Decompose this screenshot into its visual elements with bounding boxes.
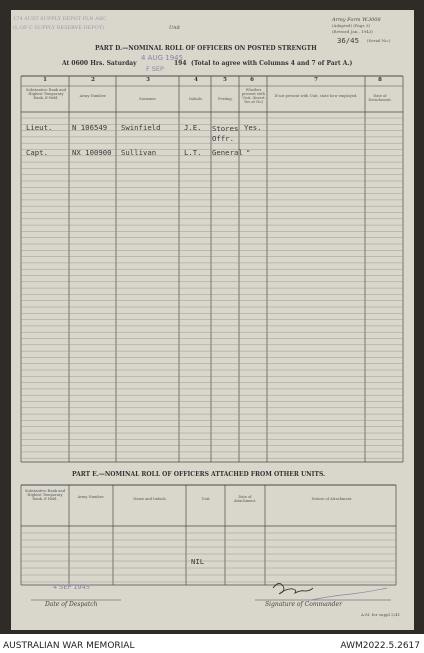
- col-6-heading: Whether present with Unit. (Insert Yes or No): [241, 88, 265, 105]
- row-2-surname: Sullivan: [121, 148, 157, 157]
- col-3-heading: Surname.: [139, 97, 157, 101]
- col-2-heading: Army Number.: [79, 94, 107, 98]
- archive-name: AUSTRALIAN WAR MEMORIAL: [3, 641, 135, 651]
- col-1-heading: Substantive Rank and Highest Temporary Rank, if Held.: [25, 88, 67, 101]
- col-1-number: 1: [43, 77, 47, 83]
- col-5-number: 5: [223, 77, 227, 83]
- form-name: Army Form W.3008: [332, 17, 381, 23]
- row-2-rank: Capt.: [26, 148, 48, 157]
- part-e-col-1-heading: Substantive Rank and Highest Temporary Rank, if Held.: [24, 489, 66, 502]
- row-1-army-number: N 106549: [72, 123, 108, 132]
- form-grid: [11, 10, 414, 630]
- row-1-posting: Stores Offr.: [212, 124, 239, 143]
- at-total-note: (Total to agree with Columns 4 and 7 of Part A.): [191, 60, 353, 67]
- col-7-number: 7: [314, 77, 318, 83]
- at-year: 194: [174, 60, 187, 67]
- at-hours-line: At 0600 Hrs. Saturday: [62, 60, 137, 67]
- archive-footer: [0, 634, 424, 653]
- row-1-initials: J.E.: [184, 123, 202, 132]
- part-e-nil-entry: NIL: [191, 557, 205, 566]
- col-4-heading: Initials.: [189, 97, 203, 101]
- date-stamp-sep: F SEP: [146, 65, 164, 73]
- unit-label: Unit: [169, 25, 181, 31]
- unit-line-1: 174 AUST SUPPLY DEPOT PLN ASC: [13, 16, 107, 22]
- col-2-number: 2: [91, 77, 95, 83]
- col-7-heading: If not present with Unit, state how employed.: [274, 94, 358, 98]
- col-5-heading: Posting.: [218, 97, 233, 101]
- row-2-posting: General: [212, 148, 243, 157]
- part-e-col-6-heading: Nature of Attachment.: [311, 497, 353, 501]
- part-d-title: PART D.—NOMINAL ROLL OF OFFICERS ON POSTED STRENGTH: [95, 45, 317, 52]
- printer-note: A.M. for suppl 2/41: [361, 612, 401, 617]
- form-adapted: (Adapted) (Page 3): [332, 23, 371, 28]
- col-3-number: 3: [146, 77, 150, 83]
- row-2-initials: L.T.: [184, 148, 202, 157]
- despatch-date-stamp: 4 SEP 1945: [53, 583, 90, 591]
- form-revised: (Revised Jan., 1943): [332, 29, 373, 34]
- part-e-col-4-heading: Unit.: [201, 497, 211, 501]
- part-e-col-5-heading: Date of Attachment.: [233, 495, 257, 504]
- form-sheet: [11, 10, 414, 630]
- col-8-heading: Date of Detachment.: [368, 94, 392, 103]
- stamp-smear: [311, 588, 387, 600]
- row-2-army-number: NX 100900: [72, 148, 112, 157]
- serial-number: 36/45: [337, 36, 359, 45]
- row-2-present: ": [246, 148, 251, 157]
- row-1-rank: Lieut.: [26, 123, 53, 132]
- archive-reference: AWM2022.5.2617: [340, 641, 420, 651]
- commander-signature-label: Signature of Commander: [265, 601, 342, 608]
- serial-label: (Serial No.): [367, 38, 391, 43]
- part-e-title: PART E.—NOMINAL ROLL OF OFFICERS ATTACHED FROM OTHER UNITS.: [72, 471, 326, 478]
- col-4-number: 4: [194, 77, 198, 83]
- row-1-present: Yes.: [244, 123, 262, 132]
- part-e-col-2-heading: Army Number.: [77, 495, 105, 499]
- date-stamp: 4 AUG 1945: [141, 54, 184, 62]
- part-e-col-3-heading: Name and Initials.: [133, 497, 167, 501]
- date-of-despatch-label: Date of Despatch: [45, 601, 98, 608]
- row-1-surname: Swinfield: [121, 123, 161, 132]
- col-8-number: 8: [378, 77, 382, 83]
- unit-line-2: (L OF C SUPPLY RESERVE DEPOT): [13, 25, 105, 31]
- col-6-number: 6: [250, 77, 254, 83]
